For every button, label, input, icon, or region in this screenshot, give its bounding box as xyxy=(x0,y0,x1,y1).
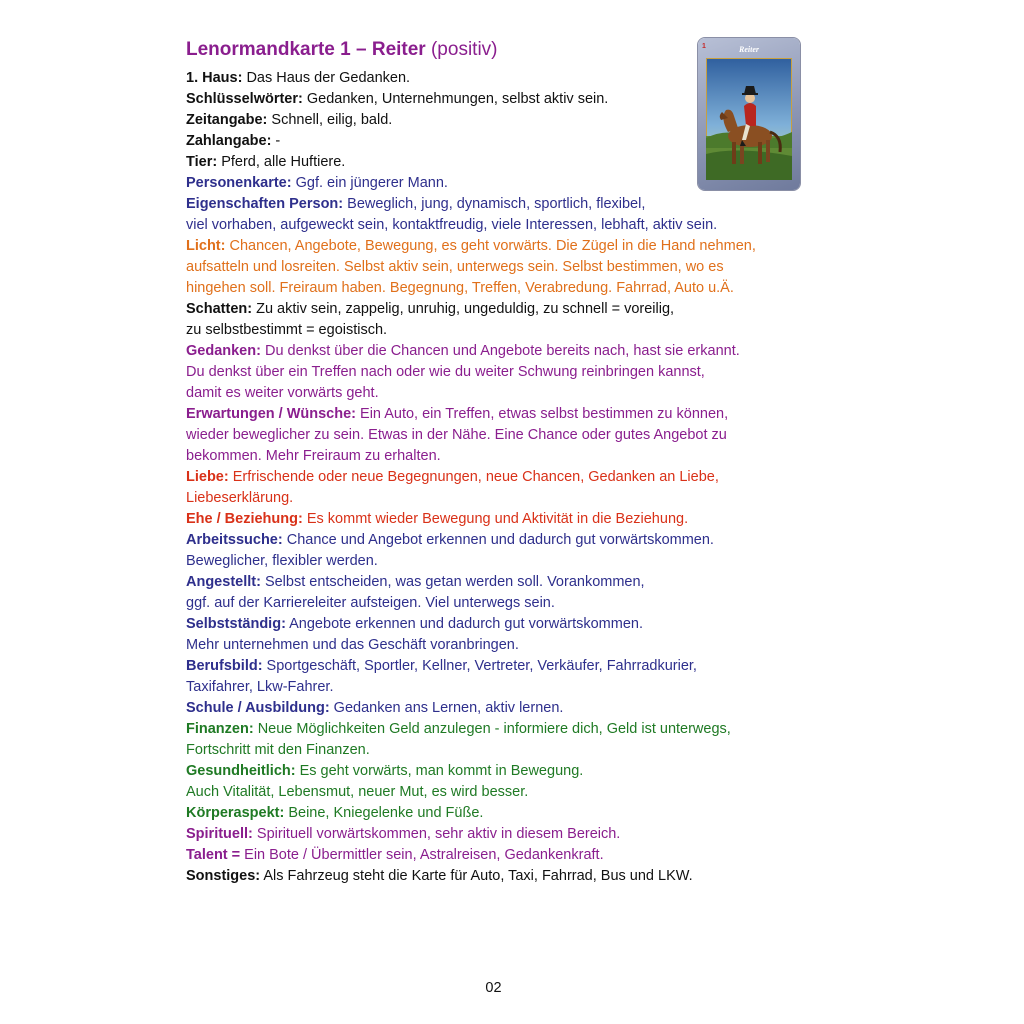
entry-text: wieder beweglicher zu sein. Etwas in der Nähe. Eine Chance oder gutes Angebot zu xyxy=(186,427,727,443)
entry-continuation-line xyxy=(186,740,806,761)
card-number: 1 xyxy=(702,43,706,50)
entry-text: Beine, Kniegelenke und Füße. xyxy=(284,805,484,821)
entry-line xyxy=(186,698,806,719)
entry-continuation-line xyxy=(186,635,806,656)
entry-continuation-line xyxy=(186,677,806,698)
entry-line xyxy=(186,467,806,488)
entry-line xyxy=(186,656,806,677)
entry-text: Das Haus der Gedanken. xyxy=(242,70,411,86)
entry-label: Finanzen: xyxy=(186,721,254,737)
entry-label: Licht: xyxy=(186,238,226,254)
entry-text: Chance und Angebot erkennen und dadurch gut vorwärtskommen. xyxy=(282,532,714,548)
entry-continuation-line xyxy=(186,488,806,509)
entry-text: Du denkst über ein Treffen nach oder wie du weiter Schwung reinbringen kannst, xyxy=(186,364,705,380)
entry-continuation-line xyxy=(186,782,806,803)
entry-label: 1. Haus: xyxy=(186,70,243,86)
entry-text: Liebeserklärung. xyxy=(186,490,294,506)
entry-text: Selbst entscheiden, was getan werden soll. Vorankommen, xyxy=(260,574,645,590)
entry-label: Personenkarte: xyxy=(186,175,292,191)
entry-text: Taxifahrer, Lkw-Fahrer. xyxy=(186,679,334,695)
entry-line xyxy=(186,173,806,194)
entry-label: Talent = xyxy=(186,847,241,863)
card-name: Reiter xyxy=(739,45,759,54)
entry-line xyxy=(186,236,806,257)
entry-line xyxy=(186,530,806,551)
entry-text: Gedanken ans Lernen, aktiv lernen. xyxy=(329,700,564,716)
entry-label: Sonstiges: xyxy=(186,868,261,884)
entry-text: Es geht vorwärts, man kommt in Bewegung. xyxy=(295,763,584,779)
entry-line xyxy=(186,803,806,824)
entry-label: Schule / Ausbildung: xyxy=(186,700,330,716)
entry-text: Beweglicher, flexibler werden. xyxy=(186,553,378,569)
title-main: Lenormandkarte 1 – Reiter xyxy=(186,39,426,60)
entry-line xyxy=(186,194,806,215)
entry-text: Schnell, eilig, bald. xyxy=(267,112,393,128)
entry-line xyxy=(186,761,806,782)
entry-line xyxy=(186,89,806,110)
entry-continuation-line xyxy=(186,551,806,572)
entry-continuation-line xyxy=(186,362,806,383)
entry-label: Schlüsselwörter: xyxy=(186,91,303,107)
entry-label: Erwartungen / Wünsche: xyxy=(186,406,356,422)
entry-continuation-line xyxy=(186,425,806,446)
entry-text: Spirituell vorwärtskommen, sehr aktiv in diesem Bereich. xyxy=(252,826,621,842)
entry-text: bekommen. Mehr Freiraum zu erhalten. xyxy=(186,448,441,464)
entry-label: Gesundheitlich: xyxy=(186,763,296,779)
page-number: 02 xyxy=(485,980,502,996)
entry-text: damit es weiter vorwärts geht. xyxy=(186,385,379,401)
entry-text: Fortschritt mit den Finanzen. xyxy=(186,742,370,758)
entry-line xyxy=(186,866,806,887)
entry-text: Zu aktiv sein, zappelig, unruhig, ungeduldig, zu schnell = voreilig, xyxy=(252,301,675,317)
entry-line xyxy=(186,614,806,635)
entry-text: Du denkst über die Chancen und Angebote bereits nach, hast sie erkannt. xyxy=(260,343,740,359)
entry-line xyxy=(186,719,806,740)
entry-text: Als Fahrzeug steht die Karte für Auto, Taxi, Fahrrad, Bus und LKW. xyxy=(260,868,693,884)
entry-text: aufsatteln und losreiten. Selbst aktiv sein, unterwegs sein. Selbst bestimmen, wo es xyxy=(186,259,724,275)
entry-label: Arbeitssuche: xyxy=(186,532,283,548)
entry-text: hingehen soll. Freiraum haben. Begegnung, Treffen, Verabredung. Fahrrad, Auto u.Ä. xyxy=(186,280,734,296)
entry-line xyxy=(186,509,806,530)
entry-continuation-line xyxy=(186,215,806,236)
entry-label: Angestellt: xyxy=(186,574,261,590)
entry-label: Gedanken: xyxy=(186,343,261,359)
entry-text: Ein Auto, ein Treffen, etwas selbst bestimmen zu können, xyxy=(356,406,729,422)
entry-continuation-line xyxy=(186,446,806,467)
entry-label: Zeitangabe: xyxy=(186,112,268,128)
entry-continuation-line xyxy=(186,383,806,404)
entry-line xyxy=(186,152,806,173)
entry-text: Sportgeschäft, Sportler, Kellner, Vertreter, Verkäufer, Fahrradkurier, xyxy=(262,658,697,674)
entry-label: Tier: xyxy=(186,154,218,170)
entry-text: Ein Bote / Übermittler sein, Astralreisen, Gedankenkraft. xyxy=(240,847,604,863)
entry-line xyxy=(186,572,806,593)
entry-text: viel vorhaben, aufgeweckt sein, kontaktfreudig, viele Interessen, lebhaft, aktiv sein. xyxy=(186,217,718,233)
entry-label: Berufsbild: xyxy=(186,658,263,674)
entry-line xyxy=(186,299,806,320)
entry-text: Gedanken, Unternehmungen, selbst aktiv sein. xyxy=(302,91,609,107)
entry-label: Ehe / Beziehung: xyxy=(186,511,303,527)
page-title xyxy=(186,37,498,63)
entry-text: Chancen, Angebote, Bewegung, es geht vorwärts. Die Zügel in die Hand nehmen, xyxy=(225,238,756,254)
entry-continuation-line xyxy=(186,257,806,278)
entry-text: Es kommt wieder Bewegung und Aktivität in die Beziehung. xyxy=(302,511,689,527)
entry-label: Zahlangabe: xyxy=(186,133,272,149)
entry-label: Schatten: xyxy=(186,301,253,317)
entry-text: Mehr unternehmen und das Geschäft voranbringen. xyxy=(186,637,519,653)
entry-text: zu selbstbestimmt = egoistisch. xyxy=(186,322,388,338)
entry-text: Ggf. ein jüngerer Mann. xyxy=(291,175,448,191)
entry-label: Spirituell: xyxy=(186,826,253,842)
entry-line xyxy=(186,131,806,152)
card-name-plate xyxy=(705,44,793,56)
entry-line xyxy=(186,404,806,425)
entry-label: Eigenschaften Person: xyxy=(186,196,344,212)
entry-continuation-line xyxy=(186,593,806,614)
entry-line xyxy=(186,824,806,845)
entry-label: Selbstständig: xyxy=(186,616,286,632)
entry-text: Erfrischende oder neue Begegnungen, neue Chancen, Gedanken an Liebe, xyxy=(228,469,719,485)
entry-line xyxy=(186,341,806,362)
entry-text: Pferd, alle Huftiere. xyxy=(217,154,346,170)
entry-line xyxy=(186,110,806,131)
entry-line xyxy=(186,68,806,89)
entry-text: ggf. auf der Karriereleiter aufsteigen. Viel unterwegs sein. xyxy=(186,595,555,611)
entry-continuation-line xyxy=(186,320,806,341)
entry-label: Liebe: xyxy=(186,469,229,485)
entry-text: Auch Vitalität, Lebensmut, neuer Mut, es wird besser. xyxy=(186,784,529,800)
entry-text: Angebote erkennen und dadurch gut vorwärtskommen. xyxy=(285,616,643,632)
entry-label: Körperaspekt: xyxy=(186,805,285,821)
entry-continuation-line xyxy=(186,278,806,299)
entry-line xyxy=(186,845,806,866)
title-suffix: (positiv) xyxy=(425,39,498,60)
entry-text: - xyxy=(271,133,281,149)
entry-text: Beweglich, jung, dynamisch, sportlich, flexibel, xyxy=(343,196,646,212)
entry-text: Neue Möglichkeiten Geld anzulegen - informiere dich, Geld ist unterwegs, xyxy=(253,721,731,737)
card-description xyxy=(186,68,806,887)
